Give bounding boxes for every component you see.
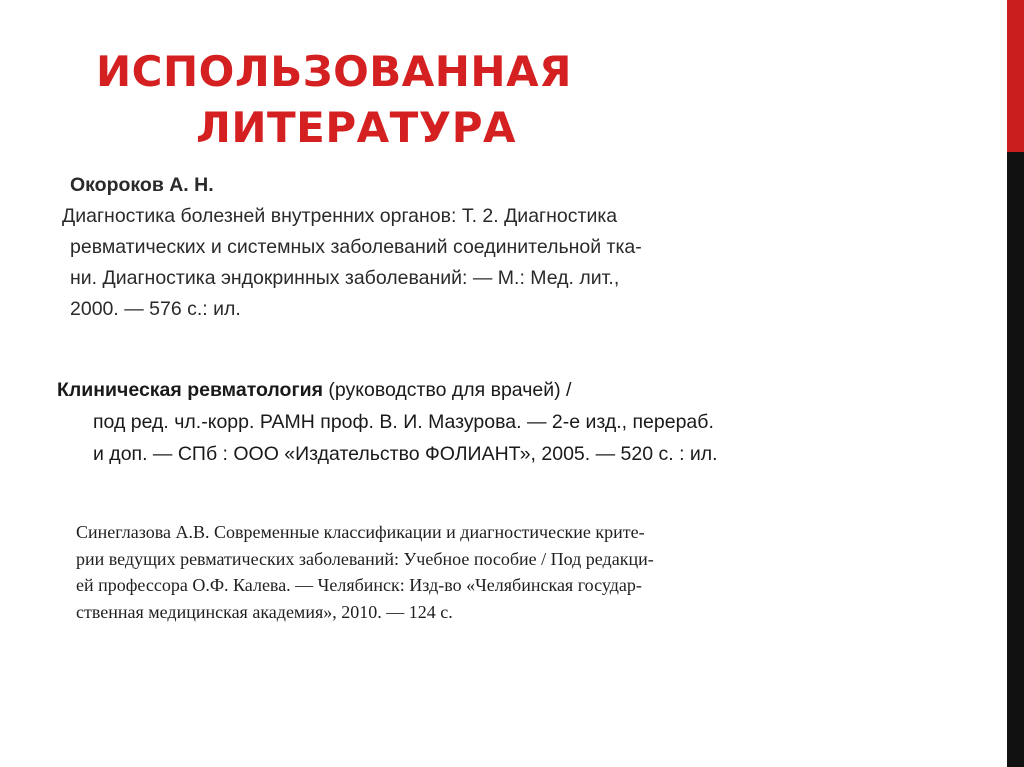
accent-bar-red <box>1007 0 1024 152</box>
reference-line: и доп. — СПб : ООО «Издательство ФОЛИАНТ», 2005. — 520 с. : ил. <box>93 443 718 465</box>
reference-line: Синеглазова А.В. Современные классификации и диагностические крите- <box>76 522 645 542</box>
reference-line: Диагностика болезней внутренних органов: Т. 2. Диагностика <box>62 205 618 227</box>
reference-okorokov <box>62 170 642 325</box>
reference-line: ственная медицинская академия», 2010. — 124 с. <box>76 601 453 622</box>
reference-line: ей профессора О.Ф. Калева. — Челябинск: Изд-во «Челябинская государ- <box>76 575 642 595</box>
reference-sineglazova <box>76 519 654 625</box>
reference-line: ни. Диагностика эндокринных заболеваний: — М.: Мед. лит., <box>70 267 620 289</box>
slide-title-line-1: ИСПОЛЬЗОВАННАЯ <box>96 47 572 96</box>
slide-title-line-2: ЛИТЕРАТУРА <box>196 103 516 152</box>
slide-title <box>96 44 796 156</box>
reference-line: под ред. чл.-корр. РАМН проф. В. И. Мазурова. — 2-е изд., перераб. <box>93 411 714 433</box>
reference-line: 2000. — 576 с.: ил. <box>70 298 241 320</box>
reference-line: ревматических и системных заболеваний соединительной тка- <box>70 236 642 258</box>
reference-clinical-rheumatology <box>57 374 718 470</box>
reference-line: рии ведущих ревматических заболеваний: Учебное пособие / Под редакци- <box>76 548 654 569</box>
accent-bar-black <box>1007 152 1024 767</box>
reference-heading: Клиническая ревматология <box>57 379 323 401</box>
reference-heading-rest: (руководство для врачей) / <box>322 379 572 401</box>
reference-author: Окороков А. Н. <box>70 174 214 196</box>
reference-heading-line <box>57 374 718 406</box>
